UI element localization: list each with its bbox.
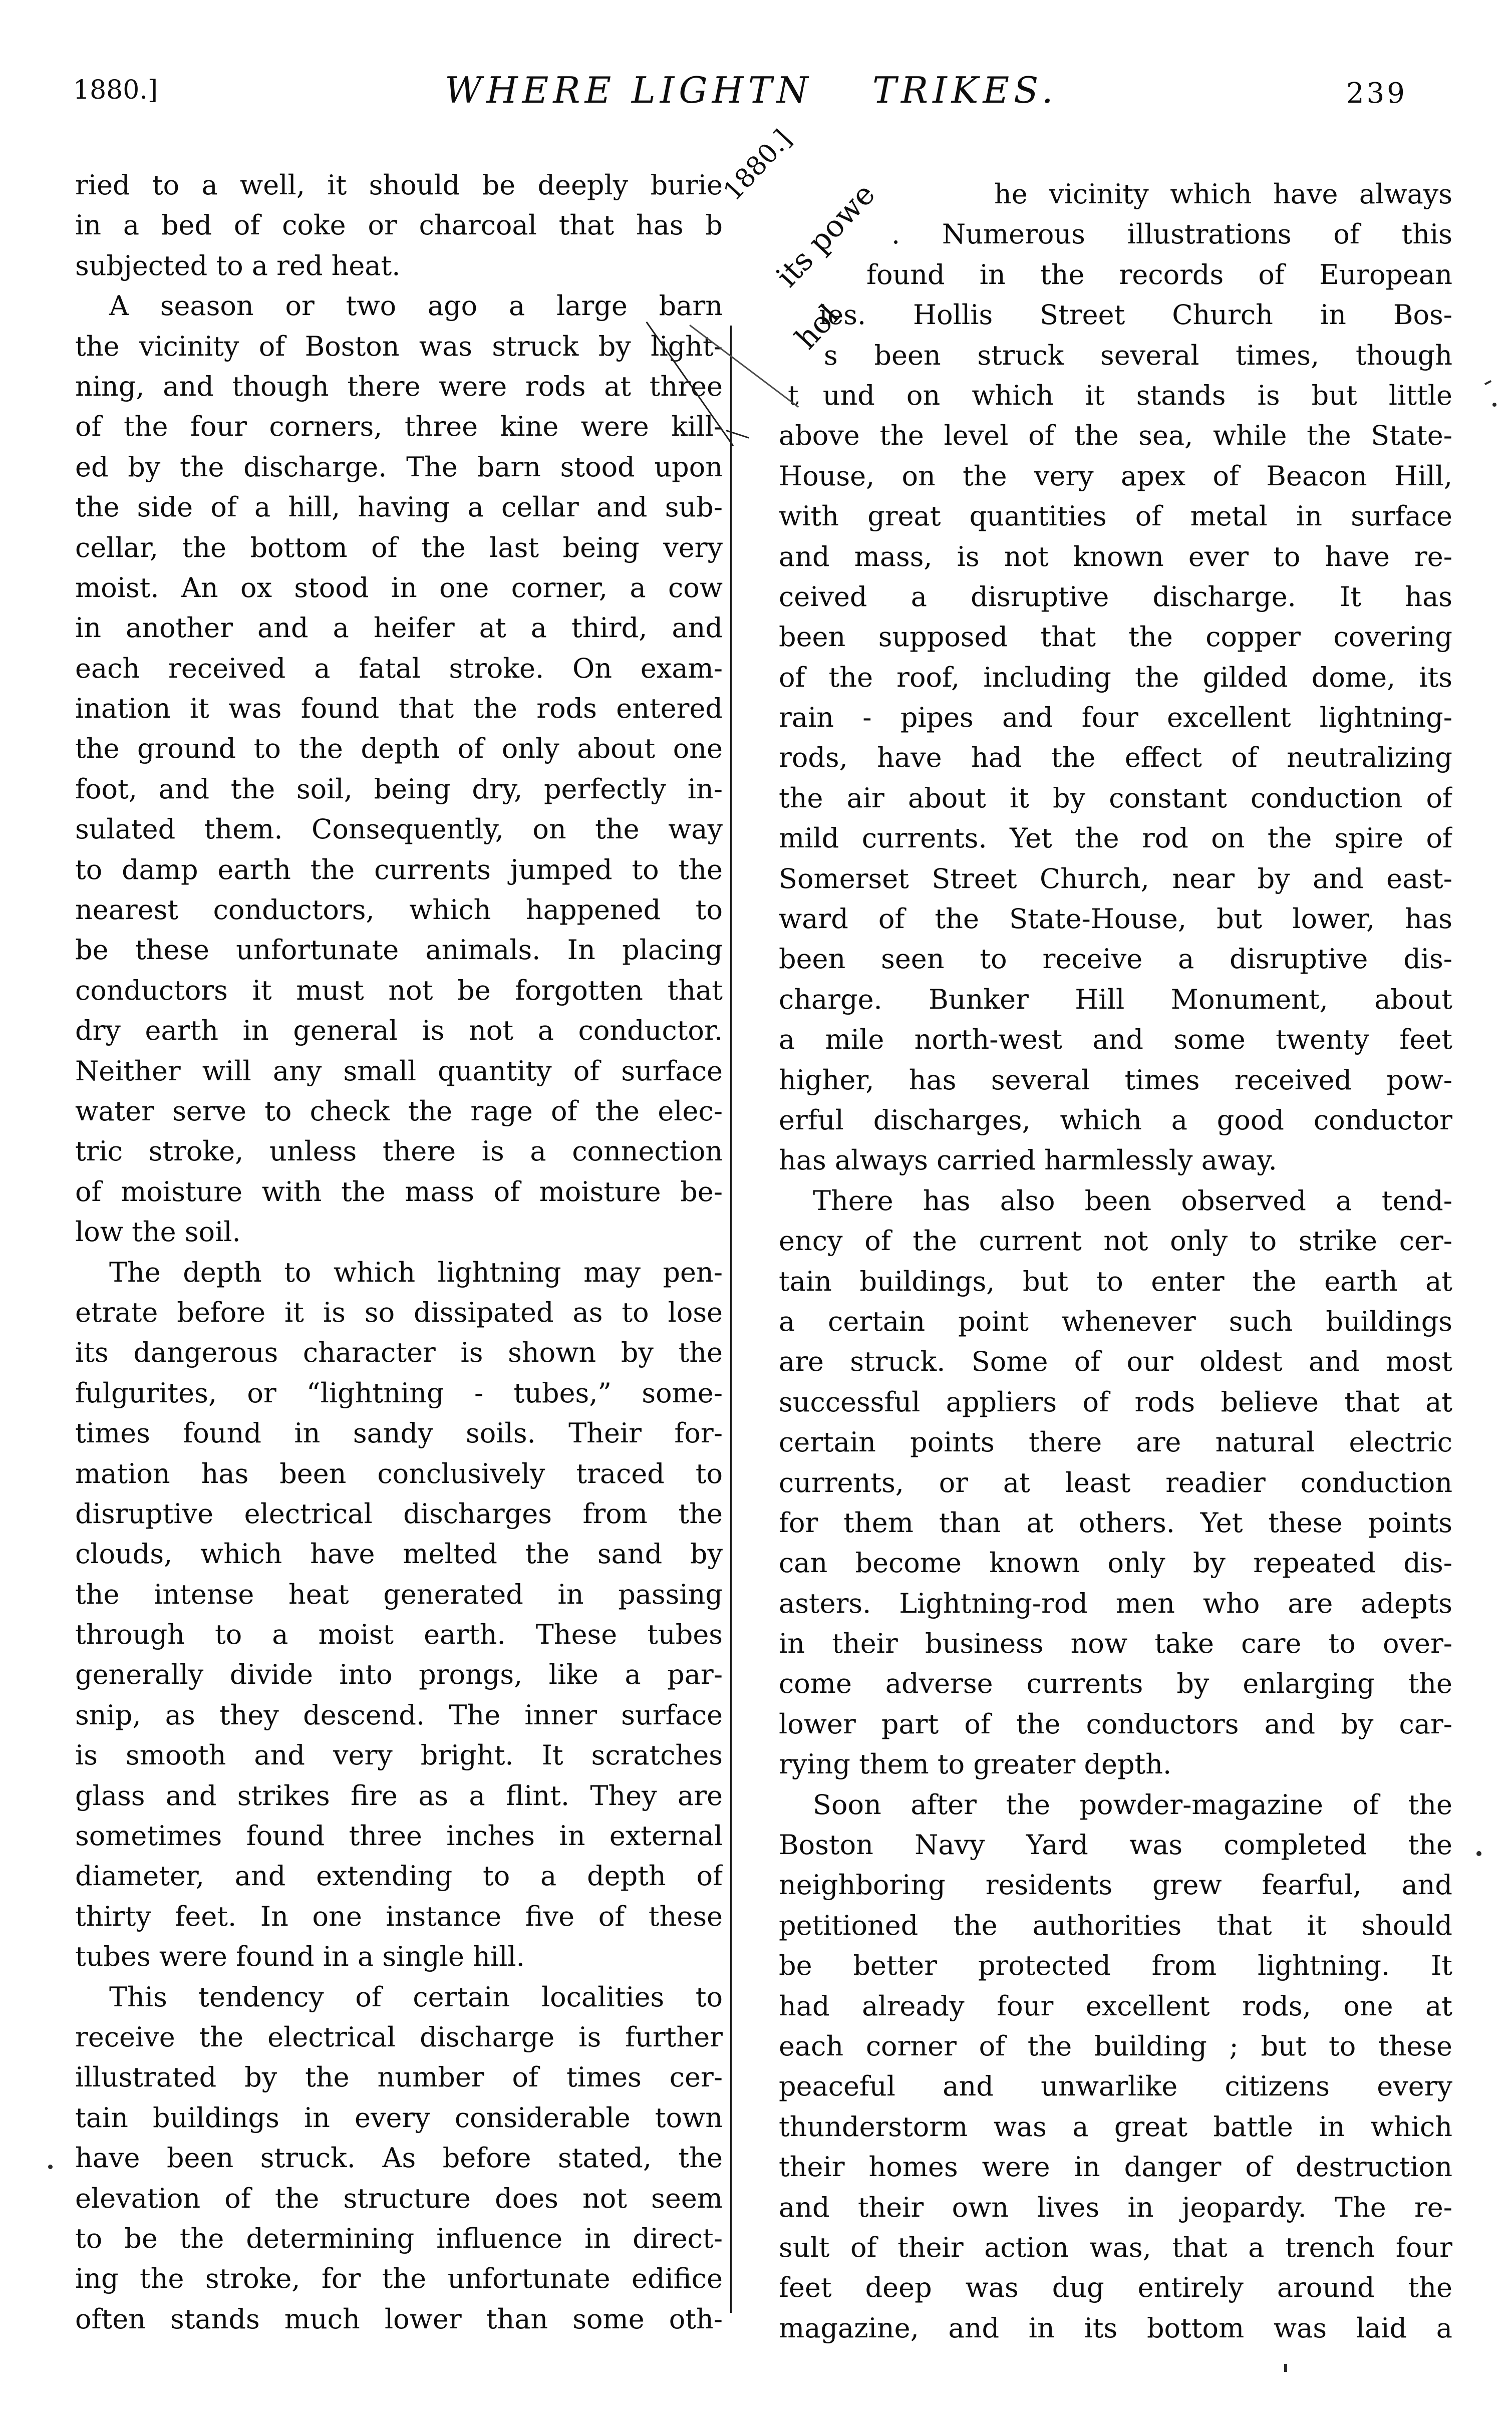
text-line xyxy=(779,1262,1452,1302)
line-text: has always carried harmlessly away. xyxy=(779,1144,1277,1176)
line-text: above the level of the sea, while the State- xyxy=(779,420,1452,452)
text-line xyxy=(75,1897,723,1937)
text-line xyxy=(779,980,1452,1020)
line-text: is smooth and very bright. It scratches xyxy=(75,1739,723,1771)
line-text: lower part of the conductors and by car- xyxy=(779,1708,1452,1740)
line-text: and their own lives in jeopardy. The re- xyxy=(779,2191,1452,2223)
text-line xyxy=(75,2259,723,2299)
line-text: its dangerous character is shown by the xyxy=(75,1337,723,1369)
line-text: Soon after the powder-magazine of the xyxy=(813,1788,1452,1821)
covered-word-fragment: t xyxy=(788,379,799,411)
text-line xyxy=(75,2179,723,2219)
text-line xyxy=(75,568,723,608)
text-line xyxy=(75,1011,723,1051)
text-line xyxy=(75,1051,723,1091)
line-text: can become known only by repeated dis- xyxy=(779,1547,1452,1579)
text-line xyxy=(75,649,723,689)
text-line xyxy=(779,1100,1452,1140)
line-text: . Numerous illustrations of this xyxy=(891,218,1452,250)
text-line xyxy=(75,2098,723,2138)
line-text: ward of the State-House, but lower, has xyxy=(779,903,1452,935)
text-line xyxy=(75,850,723,890)
text-line xyxy=(75,1695,723,1735)
text-line xyxy=(75,1253,723,1293)
text-line xyxy=(75,1091,723,1131)
text-line xyxy=(75,1615,723,1655)
line-text: ning, and though there were rods at three xyxy=(75,370,723,402)
scan-speck xyxy=(1284,2364,1287,2372)
text-line xyxy=(75,1856,723,1896)
line-text: ies. Hollis Street Church in Bos- xyxy=(819,299,1452,331)
line-text: of the roof, including the gilded dome, its xyxy=(779,661,1452,693)
text-line xyxy=(779,859,1452,899)
line-text: the side of a hill, having a cellar and sub- xyxy=(75,491,723,523)
line-text: of the four corners, three kine were kill- xyxy=(75,411,723,443)
line-text: cellar, the bottom of the last being very xyxy=(75,531,723,563)
folded-page-text-fragment: hol xyxy=(788,297,846,356)
line-text: thirty feet. In one instance five of these xyxy=(75,1900,723,1932)
line-text: neighboring residents grew fearful, and xyxy=(779,1869,1452,1901)
line-text: in a bed of coke or charcoal that has b xyxy=(75,209,723,241)
line-text: tric stroke, unless there is a connection xyxy=(75,1135,723,1167)
text-line xyxy=(779,899,1452,939)
line-text: disruptive electrical discharges from the xyxy=(75,1497,723,1530)
text-line xyxy=(779,1503,1452,1543)
line-text: he vicinity which have always xyxy=(994,178,1452,210)
line-text: the vicinity of Boston was struck by light- xyxy=(75,330,723,362)
scratch-mark xyxy=(726,430,749,439)
line-text: their homes were in danger of destruction xyxy=(779,2151,1452,2183)
scan-speck xyxy=(48,2165,53,2169)
scan-speck xyxy=(1484,380,1491,385)
text-line xyxy=(779,1785,1452,1825)
text-line xyxy=(779,214,1452,254)
line-text: currents, or at least readier conduction xyxy=(779,1466,1452,1498)
text-line xyxy=(779,1342,1452,1382)
text-line xyxy=(75,205,723,245)
line-text: to damp earth the currents jumped to the xyxy=(75,853,723,885)
line-text: in their business now take care to over- xyxy=(779,1628,1452,1660)
text-line xyxy=(779,2188,1452,2228)
line-text: tain buildings, but to enter the earth at xyxy=(779,1265,1452,1297)
line-text: nearest conductors, which happened to xyxy=(75,894,723,926)
text-line xyxy=(779,2026,1452,2066)
text-line xyxy=(779,1422,1452,1462)
line-text: etrate before it is so dissipated as to lose xyxy=(75,1296,723,1328)
page-number: 239 xyxy=(1346,77,1407,110)
text-line xyxy=(779,496,1452,536)
line-text: come adverse currents by enlarging the xyxy=(779,1668,1452,1700)
text-line xyxy=(75,286,723,326)
text-line xyxy=(779,1543,1452,1583)
text-line xyxy=(779,1140,1452,1180)
text-line xyxy=(75,1977,723,2017)
line-text: higher, has several times received pow- xyxy=(779,1064,1452,1096)
line-text: charge. Bunker Hill Monument, about xyxy=(779,983,1452,1015)
text-line xyxy=(779,2066,1452,2106)
line-text: elevation of the structure does not seem xyxy=(75,2182,723,2214)
line-text: water serve to check the rage of the elec- xyxy=(75,1095,723,1127)
text-line xyxy=(779,456,1452,496)
text-line xyxy=(779,1020,1452,1060)
text-line xyxy=(75,1816,723,1856)
text-line xyxy=(779,1624,1452,1664)
line-text: had already four excellent rods, one at xyxy=(779,1990,1452,2022)
text-line xyxy=(779,1463,1452,1503)
line-text: snip, as they descend. The inner surface xyxy=(75,1699,723,1731)
text-line xyxy=(75,1454,723,1494)
line-text: rain - pipes and four excellent lightning- xyxy=(779,702,1452,734)
line-text: rods, have had the effect of neutralizing xyxy=(779,742,1452,774)
text-line xyxy=(75,487,723,527)
line-text: a certain point whenever such buildings xyxy=(779,1305,1452,1337)
line-text: successful appliers of rods believe that at xyxy=(779,1386,1452,1418)
line-text: clouds, which have melted the sand by xyxy=(75,1538,723,1570)
line-text: ing the stroke, for the unfortunate edifice xyxy=(75,2263,723,2295)
line-text: ination it was found that the rods entered xyxy=(75,693,723,725)
text-line xyxy=(779,2107,1452,2147)
text-line xyxy=(75,1212,723,1252)
line-text: mild currents. Yet the rod on the spire of xyxy=(779,822,1452,854)
line-text: each corner of the building ; but to these xyxy=(779,2030,1452,2062)
text-line xyxy=(75,1131,723,1171)
line-text: for them than at others. Yet these points xyxy=(779,1507,1452,1539)
text-line xyxy=(75,1413,723,1453)
line-text: ceived a disruptive discharge. It has xyxy=(779,580,1452,613)
line-text: rying them to greater depth. xyxy=(779,1748,1172,1780)
line-text: subjected to a red heat. xyxy=(75,249,401,281)
text-line xyxy=(779,1060,1452,1100)
header-year: 1880.] xyxy=(73,75,158,105)
line-text: to be the determining influence in direct- xyxy=(75,2222,723,2254)
text-line xyxy=(779,376,1452,416)
text-line xyxy=(779,2228,1452,2268)
text-line xyxy=(75,165,723,205)
line-text: tain buildings in every considerable town xyxy=(75,2101,723,2134)
line-text: sult of their action was, that a trench four xyxy=(779,2231,1452,2263)
text-line xyxy=(779,295,1452,335)
line-text: ed by the discharge. The barn stood upon xyxy=(75,451,723,483)
line-text: The depth to which lightning may pen- xyxy=(109,1256,723,1288)
line-text: in another and a heifer at a third, and xyxy=(75,612,723,644)
text-line xyxy=(75,769,723,809)
text-line xyxy=(779,1664,1452,1704)
text-line xyxy=(75,528,723,568)
text-line xyxy=(75,930,723,970)
line-text: found in the records of European xyxy=(866,258,1452,290)
line-text: peaceful and unwarlike citizens every xyxy=(779,2070,1452,2102)
line-text: House, on the very apex of Beacon Hill, xyxy=(779,460,1452,492)
line-text: are struck. Some of our oldest and most xyxy=(779,1346,1452,1378)
line-text: of moisture with the mass of moisture be- xyxy=(75,1175,723,1208)
line-text: through to a moist earth. These tubes xyxy=(75,1619,723,1651)
text-line xyxy=(779,1584,1452,1624)
text-line xyxy=(75,246,723,286)
line-text: and mass, is not known ever to have re- xyxy=(779,540,1452,572)
line-text: generally divide into prongs, like a par- xyxy=(75,1659,723,1691)
line-text: There has also been observed a tend- xyxy=(813,1184,1452,1217)
text-line xyxy=(779,174,1452,214)
text-line xyxy=(75,608,723,648)
line-text: mation has been conclusively traced to xyxy=(75,1457,723,1489)
text-line xyxy=(779,2147,1452,2187)
line-text: moist. An ox stood in one corner, a cow xyxy=(75,571,723,604)
column-divider-rule xyxy=(730,326,732,2313)
line-text: Boston Navy Yard was completed the xyxy=(779,1829,1452,1861)
text-line xyxy=(75,1937,723,1977)
line-text: low the soil. xyxy=(75,1216,241,1248)
text-line xyxy=(75,1494,723,1534)
text-line xyxy=(75,447,723,487)
text-line xyxy=(779,1986,1452,2026)
left-column xyxy=(75,165,723,2339)
text-line xyxy=(75,2057,723,2097)
text-line xyxy=(75,1333,723,1373)
text-line xyxy=(779,255,1452,295)
line-text: erful discharges, which a good conductor xyxy=(779,1104,1452,1136)
text-line xyxy=(779,2268,1452,2308)
line-text: each received a fatal stroke. On exam- xyxy=(75,652,723,684)
text-line xyxy=(779,1221,1452,1261)
scan-speck xyxy=(1476,1851,1481,1856)
line-text: petitioned the authorities that it should xyxy=(779,1909,1452,1941)
text-line xyxy=(779,1825,1452,1865)
line-text: feet deep was dug entirely around the xyxy=(779,2272,1452,2304)
text-line xyxy=(779,416,1452,456)
text-line xyxy=(75,2219,723,2259)
text-line xyxy=(75,2138,723,2178)
text-line xyxy=(75,1293,723,1333)
line-text: diameter, and extending to a depth of xyxy=(75,1860,723,1892)
text-line xyxy=(779,1946,1452,1986)
line-text: This tendency of certain localities to xyxy=(109,1981,723,2013)
text-line xyxy=(779,1181,1452,1221)
line-text: have been struck. As before stated, the xyxy=(75,2142,723,2174)
text-line xyxy=(75,1655,723,1695)
line-text: receive the electrical discharge is further xyxy=(75,2021,723,2053)
text-line xyxy=(779,1906,1452,1946)
line-text: a mile north-west and some twenty feet xyxy=(779,1024,1452,1056)
line-text: s been struck several times, though xyxy=(824,339,1452,371)
line-text: be these unfortunate animals. In placing xyxy=(75,934,723,966)
line-text: often stands much lower than some oth- xyxy=(75,2303,723,2335)
text-line xyxy=(779,738,1452,778)
line-text: dry earth in general is not a conductor. xyxy=(75,1015,723,1047)
text-line xyxy=(75,971,723,1011)
text-line xyxy=(779,818,1452,858)
line-text: be better protected from lightning. It xyxy=(779,1950,1452,1982)
text-line xyxy=(75,407,723,447)
text-line xyxy=(75,327,723,367)
line-text: thunderstorm was a great battle in which xyxy=(779,2111,1452,2143)
text-line xyxy=(75,367,723,407)
line-text: glass and strikes fire as a flint. They are xyxy=(75,1779,723,1812)
line-text: the intense heat generated in passing xyxy=(75,1578,723,1610)
folded-page-header-year: 1880.] xyxy=(718,124,798,207)
text-line xyxy=(779,1744,1452,1784)
line-text: the ground to the depth of only about one xyxy=(75,733,723,765)
line-text: fulgurites, or “lightning - tubes,” some- xyxy=(75,1377,723,1409)
line-text: times found in sandy soils. Their for- xyxy=(75,1417,723,1449)
text-line xyxy=(75,2017,723,2057)
line-text: certain points there are natural electric xyxy=(779,1426,1452,1458)
scan-speck xyxy=(1492,403,1496,407)
text-line xyxy=(75,729,723,769)
text-line xyxy=(75,1735,723,1775)
line-text: magazine, and in its bottom was laid a xyxy=(779,2312,1452,2344)
text-line xyxy=(779,1302,1452,1342)
text-line xyxy=(75,689,723,729)
text-line xyxy=(779,1865,1452,1905)
line-text: sometimes found three inches in external xyxy=(75,1820,723,1852)
line-text: the air about it by constant conduction of xyxy=(779,782,1452,814)
line-text: Neither will any small quantity of surface xyxy=(75,1055,723,1087)
text-line xyxy=(779,698,1452,738)
text-line xyxy=(779,617,1452,657)
line-text: Somerset Street Church, near by and east- xyxy=(779,862,1452,894)
text-line xyxy=(75,1575,723,1615)
text-line xyxy=(779,939,1452,979)
line-text: been supposed that the copper covering xyxy=(779,621,1452,653)
text-line xyxy=(779,1704,1452,1744)
line-text: tubes were found in a single hill. xyxy=(75,1941,525,1973)
text-line xyxy=(779,537,1452,577)
page-title-right: TRIKES. xyxy=(872,69,1058,111)
line-text: foot, and the soil, being dry, perfectly in- xyxy=(75,773,723,805)
line-text: asters. Lightning-rod men who are adepts xyxy=(779,1587,1452,1619)
text-line xyxy=(75,890,723,930)
line-text: with great quantities of metal in surface xyxy=(779,500,1452,532)
line-text: ency of the current not only to strike cer- xyxy=(779,1225,1452,1257)
text-line xyxy=(75,1534,723,1574)
page-title-left: WHERE LIGHTN xyxy=(445,69,813,111)
text-line xyxy=(779,577,1452,617)
text-line xyxy=(779,336,1452,376)
line-text: und on which it stands is but little xyxy=(822,379,1452,411)
line-text: sulated them. Consequently, on the way xyxy=(75,813,723,845)
line-text: A season or two ago a large barn xyxy=(109,290,723,322)
line-text: conductors it must not be forgotten that xyxy=(75,974,723,1006)
text-line xyxy=(75,1373,723,1413)
text-line xyxy=(779,658,1452,698)
right-column xyxy=(779,174,1452,2348)
folded-page-text-fragment: its powe xyxy=(769,176,882,294)
text-line xyxy=(75,1172,723,1212)
line-text: been seen to receive a disruptive dis- xyxy=(779,943,1452,975)
text-line xyxy=(779,1382,1452,1422)
text-line xyxy=(75,2299,723,2339)
line-text: ried to a well, it should be deeply burie xyxy=(75,169,723,201)
text-line xyxy=(779,2308,1452,2348)
text-line xyxy=(779,778,1452,818)
line-text: illustrated by the number of times cer- xyxy=(75,2061,723,2093)
text-line xyxy=(75,1776,723,1816)
text-line xyxy=(75,809,723,849)
